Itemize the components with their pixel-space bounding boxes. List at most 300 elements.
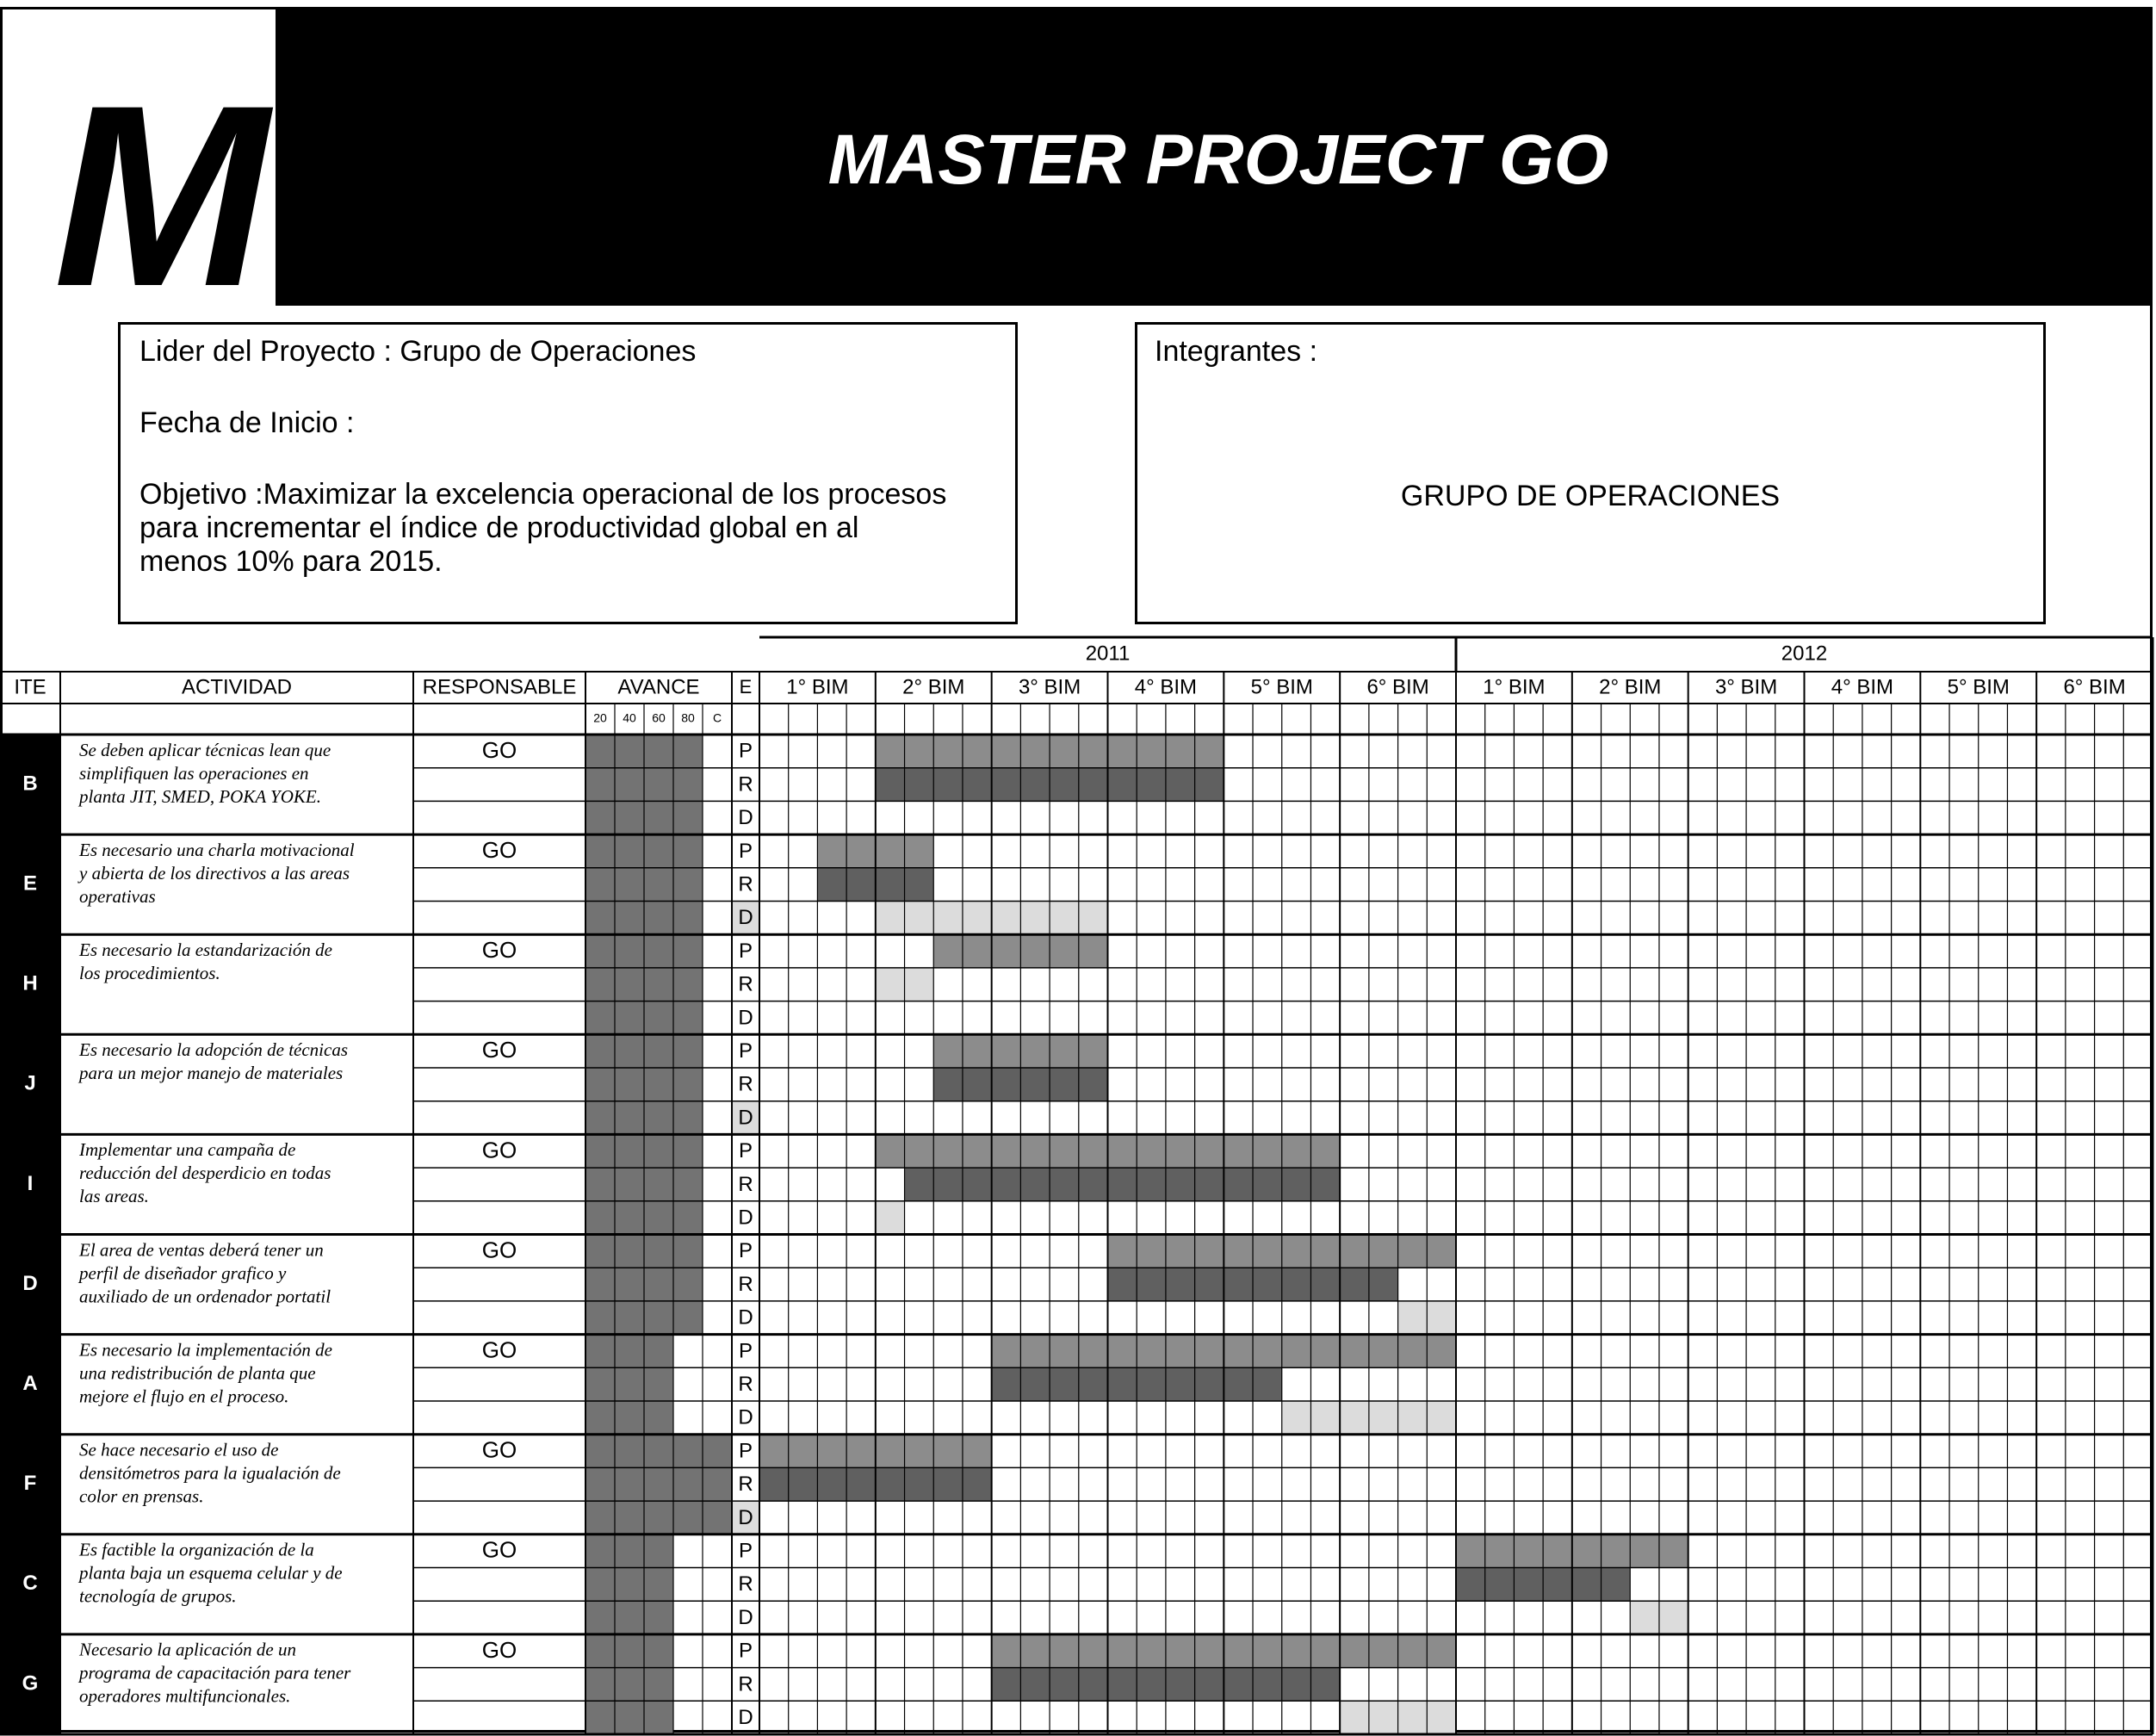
real-cell [1079, 1668, 1108, 1702]
delay-cell [1310, 1401, 1340, 1435]
progress-bar [585, 834, 615, 934]
progress-bar [615, 1534, 644, 1634]
delay-cell [1427, 1301, 1456, 1335]
plan-cell [1166, 1335, 1195, 1368]
progress-bar [644, 1034, 673, 1134]
row-type-label: R [738, 1672, 753, 1696]
progress-bar [615, 735, 644, 834]
real-cell [1108, 1168, 1137, 1201]
plan-cell [963, 1034, 992, 1068]
item-code: B [22, 772, 38, 796]
plan-cell [1166, 1235, 1195, 1268]
plan-cell [1485, 1534, 1515, 1568]
members-box [1135, 322, 2046, 624]
plan-cell [1079, 1034, 1108, 1068]
real-cell [876, 1467, 905, 1501]
row-type-label: D [738, 806, 753, 830]
responsible-value: GO [481, 1336, 517, 1363]
plan-cell [1427, 1235, 1456, 1268]
plan-cell [1079, 1335, 1108, 1368]
plan-cell [963, 1134, 992, 1168]
real-cell [1166, 1668, 1195, 1702]
progress-bar [644, 1534, 673, 1634]
activity-description: Necesario la aplicación de un [79, 1639, 296, 1660]
real-cell [1079, 1168, 1108, 1201]
project-info-box [118, 322, 1018, 624]
real-cell [1195, 1168, 1224, 1201]
progress-bar [673, 1435, 703, 1534]
plan-cell [1456, 1534, 1485, 1568]
objective-line-3: menos 10% para 2015. [139, 545, 443, 578]
row-type-label: D [738, 1206, 753, 1230]
real-cell [1020, 1367, 1050, 1401]
plan-cell [1108, 1634, 1137, 1668]
plan-cell [1079, 1634, 1108, 1668]
plan-cell [1572, 1534, 1602, 1568]
responsible-value: GO [481, 1536, 517, 1563]
real-cell [1224, 1268, 1253, 1301]
real-cell [1310, 1168, 1340, 1201]
activity-description: Es factible la organización de la [79, 1539, 314, 1560]
objective-line-1: Objetivo :Maximizar la excelencia operacional de los procesos [139, 478, 947, 511]
plan-cell [992, 1634, 1021, 1668]
real-cell [846, 1467, 876, 1501]
real-cell [1195, 768, 1224, 802]
plan-cell [1659, 1534, 1688, 1568]
real-cell [1310, 1268, 1340, 1301]
plan-cell [992, 1034, 1021, 1068]
plan-cell [817, 834, 846, 868]
objective-line-2: para incrementar el índice de productividad global en al [139, 512, 859, 544]
real-cell [992, 1668, 1021, 1702]
plan-cell [1340, 1634, 1369, 1668]
plan-cell [1050, 1634, 1079, 1668]
delay-cell [1079, 902, 1108, 935]
plan-cell [1224, 1134, 1253, 1168]
delay-cell [1398, 1401, 1428, 1435]
progress-bar [673, 1235, 703, 1335]
item-code: D [22, 1271, 38, 1295]
plan-cell [1224, 1335, 1253, 1368]
real-cell [905, 968, 934, 1001]
activity-description: tecnología de grupos. [79, 1585, 237, 1607]
plan-cell [1137, 735, 1166, 768]
activity-description: programa de capacitación para tener [79, 1662, 351, 1683]
real-cell [1137, 1168, 1166, 1201]
row-type-label: D [738, 1705, 753, 1729]
plan-cell [1224, 1634, 1253, 1668]
plan-cell [905, 1134, 934, 1168]
responsible-value: GO [481, 1037, 517, 1063]
activity-description: Se deben aplicar técnicas lean que [79, 739, 331, 760]
plan-cell [1427, 1335, 1456, 1368]
progress-bar [644, 1634, 673, 1734]
row-type-label: R [738, 972, 753, 996]
plan-cell [992, 1134, 1021, 1168]
real-cell [1079, 1068, 1108, 1101]
row-type-label: P [738, 1439, 753, 1463]
plan-cell [1398, 1634, 1428, 1668]
delay-cell [1630, 1601, 1659, 1634]
bimester-label: 6° BIM [2063, 675, 2126, 699]
row-type-label: R [738, 1372, 753, 1396]
real-cell [1282, 1668, 1311, 1702]
plan-cell [1166, 735, 1195, 768]
row-type-label: R [738, 1172, 753, 1196]
header-responsible: RESPONSABLE [422, 675, 577, 699]
real-cell [1166, 768, 1195, 802]
real-cell [1108, 768, 1137, 802]
progress-bar [585, 1435, 615, 1534]
activity-description: Se hace necesario el uso de [79, 1439, 279, 1460]
responsible-value: GO [481, 1137, 517, 1163]
real-cell [1224, 1168, 1253, 1201]
plan-cell [1137, 1634, 1166, 1668]
row-type-label: D [738, 1405, 753, 1429]
progress-bar [644, 934, 673, 1034]
row-type-label: D [738, 1006, 753, 1030]
activity-description: Es necesario la estandarización de [79, 939, 332, 961]
activity-description: planta JIT, SMED, POKA YOKE. [79, 785, 321, 807]
responsible-value: GO [481, 736, 517, 763]
real-cell [1340, 1268, 1369, 1301]
row-type-label: D [738, 906, 753, 930]
row-type-label: R [738, 1572, 753, 1596]
bimester-label: 2° BIM [902, 675, 965, 699]
progress-bar [644, 1235, 673, 1335]
plan-cell [1543, 1534, 1572, 1568]
plan-cell [1020, 735, 1050, 768]
delay-cell [876, 1201, 905, 1235]
activity-description: para un mejor manejo de materiales [79, 1063, 344, 1084]
plan-cell [1310, 1134, 1340, 1168]
real-cell [963, 768, 992, 802]
plan-cell [992, 1335, 1021, 1368]
real-cell [1050, 1367, 1079, 1401]
delay-cell [1427, 1701, 1456, 1734]
real-cell [1253, 1168, 1282, 1201]
logo-letter: M [53, 51, 263, 340]
delay-cell [905, 902, 934, 935]
real-cell [905, 1168, 934, 1201]
plan-cell [1137, 1235, 1166, 1268]
progress-bar [585, 735, 615, 834]
plan-cell [876, 834, 905, 868]
row-type-label: R [738, 1472, 753, 1497]
plan-cell [1253, 1634, 1282, 1668]
plan-cell [1282, 1335, 1311, 1368]
real-cell [1514, 1568, 1543, 1602]
real-cell [1050, 1668, 1079, 1702]
real-cell [1224, 1668, 1253, 1702]
row-type-label: R [738, 1272, 753, 1296]
delay-cell [933, 902, 963, 935]
progress-bar [615, 1134, 644, 1234]
real-cell [992, 768, 1021, 802]
responsible-value: GO [481, 1436, 517, 1463]
real-cell [1050, 768, 1079, 802]
progress-bar [615, 1034, 644, 1134]
bimester-label: 1° BIM [786, 675, 849, 699]
plan-cell [1050, 735, 1079, 768]
real-cell [817, 868, 846, 902]
row-type-label: D [738, 1605, 753, 1629]
activity-description: operadores multifuncionales. [79, 1685, 291, 1707]
plan-cell [992, 735, 1021, 768]
real-cell [1253, 1367, 1282, 1401]
progress-bar [585, 1134, 615, 1234]
progress-bar [644, 834, 673, 934]
plan-cell [933, 1134, 963, 1168]
delay-cell [876, 902, 905, 935]
real-cell [876, 968, 905, 1001]
activity-description: las areas. [79, 1186, 149, 1207]
plan-cell [1166, 1634, 1195, 1668]
activity-description: los procedimientos. [79, 963, 220, 984]
plan-cell [1427, 1634, 1456, 1668]
real-cell [1079, 1367, 1108, 1401]
delay-cell [1340, 1701, 1369, 1734]
progress-bar [615, 934, 644, 1034]
plan-cell [1369, 1335, 1398, 1368]
plan-cell [1398, 1335, 1428, 1368]
plan-cell [905, 735, 934, 768]
plan-cell [759, 1435, 789, 1468]
progress-level-label: 60 [652, 710, 666, 725]
row-type-label: D [738, 1305, 753, 1330]
plan-cell [933, 735, 963, 768]
plan-cell [1020, 1134, 1050, 1168]
responsible-value: GO [481, 1237, 517, 1263]
real-cell [1224, 1367, 1253, 1401]
real-cell [905, 768, 934, 802]
progress-bar [585, 1534, 615, 1634]
plan-cell [1282, 1634, 1311, 1668]
responsible-value: GO [481, 836, 517, 863]
bimester-label: 6° BIM [1366, 675, 1429, 699]
activity-description: perfil de diseñador grafico y [79, 1262, 287, 1284]
year-label: 2011 [1085, 642, 1131, 666]
real-cell [1020, 1168, 1050, 1201]
real-cell [1020, 1668, 1050, 1702]
plan-cell [963, 735, 992, 768]
members-group: GRUPO DE OPERACIONES [1400, 480, 1781, 512]
progress-bar [585, 934, 615, 1034]
activity-description: operativas [79, 885, 156, 907]
real-cell [1166, 1268, 1195, 1301]
item-code: H [22, 971, 38, 995]
plan-cell [1195, 1134, 1224, 1168]
delay-cell [1369, 1701, 1398, 1734]
delay-cell [992, 902, 1021, 935]
plan-cell [876, 1134, 905, 1168]
item-code: A [22, 1371, 38, 1395]
plan-cell [1369, 1235, 1398, 1268]
plan-cell [1050, 1134, 1079, 1168]
activity-description: Es necesario la implementación de [79, 1339, 332, 1361]
row-type-label: P [738, 1339, 753, 1363]
plan-cell [1108, 735, 1137, 768]
item-code: G [22, 1671, 39, 1696]
real-cell [1137, 1367, 1166, 1401]
real-cell [1108, 1668, 1137, 1702]
delay-cell [1340, 1401, 1369, 1435]
activity-description: mejore el flujo en el proceso. [79, 1386, 289, 1407]
real-cell [1050, 1068, 1079, 1101]
real-cell [1079, 768, 1108, 802]
activity-description: El area de ventas deberá tener un [79, 1239, 324, 1261]
real-cell [1456, 1568, 1485, 1602]
real-cell [1602, 1568, 1631, 1602]
plan-cell [1602, 1534, 1631, 1568]
item-code: E [22, 871, 38, 896]
activity-description: Es necesario una charla motivacional [79, 839, 355, 860]
plan-cell [789, 1435, 818, 1468]
plan-cell [1253, 1235, 1282, 1268]
progress-bar [615, 834, 644, 934]
bimester-label: 4° BIM [1134, 675, 1198, 699]
plan-cell [846, 834, 876, 868]
plan-cell [1369, 1634, 1398, 1668]
plan-cell [1108, 1335, 1137, 1368]
real-cell [905, 868, 934, 902]
real-cell [963, 1068, 992, 1101]
row-type-label: P [738, 1139, 753, 1163]
row-type-label: R [738, 872, 753, 896]
real-cell [1485, 1568, 1515, 1602]
delay-cell [963, 902, 992, 935]
plan-cell [1340, 1335, 1369, 1368]
plan-cell [1253, 1134, 1282, 1168]
plan-cell [1282, 1134, 1311, 1168]
header-item: ITE [14, 675, 46, 699]
plan-cell [933, 1435, 963, 1468]
delay-cell [1020, 902, 1050, 935]
real-cell [1137, 768, 1166, 802]
plan-cell [1108, 1235, 1137, 1268]
real-cell [1020, 1068, 1050, 1101]
activity-description: color en prensas. [79, 1485, 204, 1507]
plan-cell [905, 1435, 934, 1468]
row-type-label: P [738, 739, 753, 763]
plan-cell [1020, 1034, 1050, 1068]
plan-cell [963, 1435, 992, 1468]
real-cell [992, 1168, 1021, 1201]
progress-level-label: 20 [593, 710, 607, 725]
row-type-label: R [738, 772, 753, 797]
bimester-label: 3° BIM [1018, 675, 1081, 699]
item-code: I [27, 1171, 34, 1195]
title-bar [276, 8, 2153, 306]
plan-cell [1137, 1335, 1166, 1368]
activity-description: densitómetros para la igualación de [79, 1462, 341, 1484]
plan-cell [1224, 1235, 1253, 1268]
plan-cell [1020, 1634, 1050, 1668]
plan-cell [817, 1435, 846, 1468]
progress-bar [585, 1634, 615, 1734]
real-cell [933, 1068, 963, 1101]
plan-cell [933, 1034, 963, 1068]
plan-cell [1310, 1634, 1340, 1668]
row-type-label: P [738, 939, 753, 963]
plan-cell [1630, 1534, 1659, 1568]
plan-cell [1166, 1134, 1195, 1168]
bimester-label: 5° BIM [1250, 675, 1313, 699]
real-cell [759, 1467, 789, 1501]
plan-cell [963, 934, 992, 968]
plan-cell [846, 1435, 876, 1468]
progress-bar [585, 1034, 615, 1134]
plan-cell [933, 934, 963, 968]
real-cell [963, 1168, 992, 1201]
real-cell [905, 1467, 934, 1501]
plan-cell [1282, 1235, 1311, 1268]
plan-cell [876, 1435, 905, 1468]
plan-cell [1195, 1235, 1224, 1268]
progress-level-label: 40 [623, 710, 636, 725]
activity-description: simplifiquen las operaciones en [79, 762, 309, 784]
start-date: Fecha de Inicio : [139, 406, 355, 439]
progress-bar [703, 1435, 732, 1534]
real-cell [1282, 1168, 1311, 1201]
header-type: E [739, 675, 753, 698]
page-title: MASTER PROJECT GO [827, 121, 1609, 199]
real-cell [1108, 1268, 1137, 1301]
activity-description: planta baja un esquema celular y de [79, 1562, 343, 1584]
row-type-label: R [738, 1072, 753, 1096]
activity-description: Es necesario la adopción de técnicas [79, 1039, 349, 1061]
row-type-label: P [738, 1239, 753, 1263]
delay-cell [1427, 1401, 1456, 1435]
plan-cell [1137, 1134, 1166, 1168]
real-cell [1572, 1568, 1602, 1602]
plan-cell [876, 735, 905, 768]
item-code: J [24, 1071, 36, 1095]
plan-cell [1079, 1134, 1108, 1168]
plan-cell [1195, 735, 1224, 768]
delay-cell [1398, 1701, 1428, 1734]
real-cell [789, 1467, 818, 1501]
real-cell [1195, 1268, 1224, 1301]
real-cell [992, 1367, 1021, 1401]
activity-description: Implementar una campaña de [79, 1139, 296, 1161]
real-cell [1020, 768, 1050, 802]
row-type-label: P [738, 839, 753, 863]
real-cell [992, 1068, 1021, 1101]
real-cell [817, 1467, 846, 1501]
plan-cell [992, 934, 1021, 968]
plan-cell [1253, 1335, 1282, 1368]
progress-bar [644, 1134, 673, 1234]
plan-cell [905, 834, 934, 868]
progress-bar [644, 735, 673, 834]
real-cell [933, 768, 963, 802]
plan-cell [1020, 1335, 1050, 1368]
activity-description: reducción del desperdicio en todas [79, 1162, 331, 1184]
plan-cell [1195, 1335, 1224, 1368]
delay-cell [1398, 1301, 1428, 1335]
item-code: C [22, 1572, 38, 1596]
real-cell [1166, 1168, 1195, 1201]
progress-bar [585, 1235, 615, 1335]
plan-cell [1079, 934, 1108, 968]
responsible-value: GO [481, 1636, 517, 1663]
real-cell [1195, 1668, 1224, 1702]
bimester-label: 1° BIM [1483, 675, 1546, 699]
row-type-label: P [738, 1539, 753, 1563]
real-cell [846, 868, 876, 902]
progress-bar [615, 1335, 644, 1435]
